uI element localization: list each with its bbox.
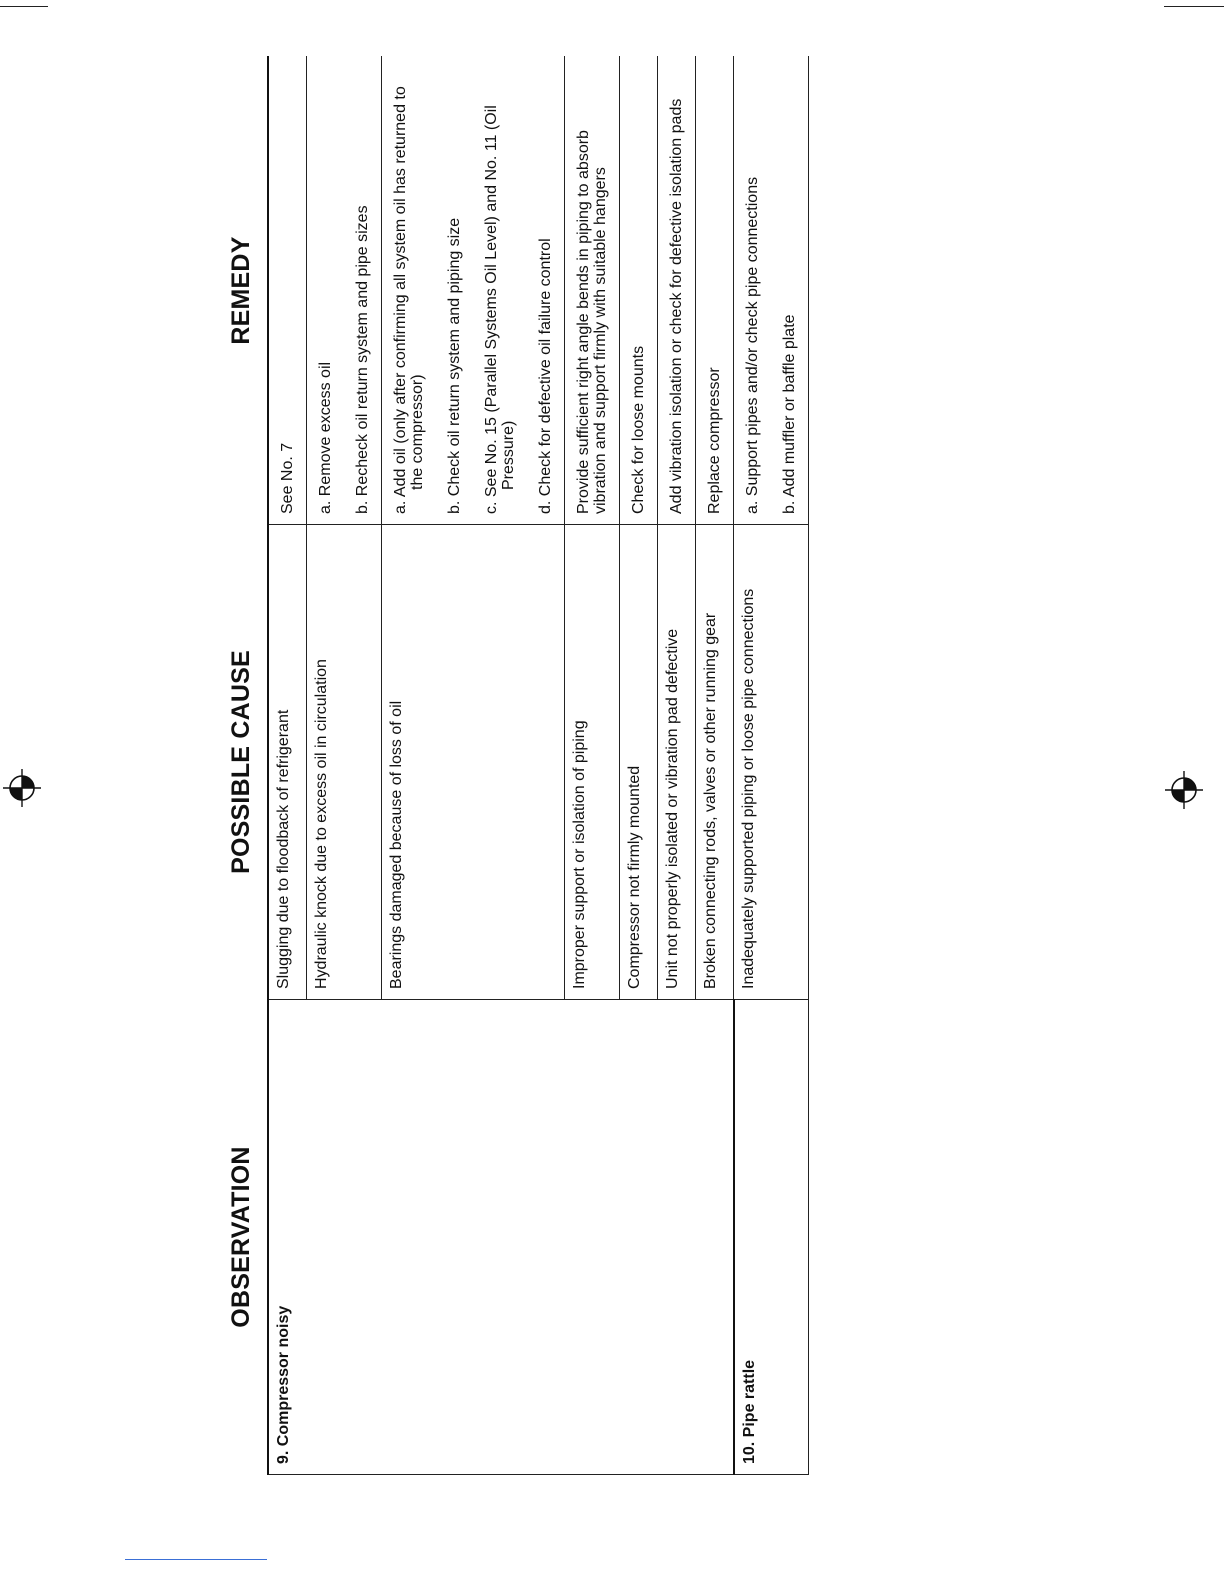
table-header-row	[215, 57, 268, 1475]
crop-mark-top-left	[0, 6, 48, 7]
header-remedy: REMEDY	[215, 57, 268, 525]
remedy-item: a. Add oil (only after confirming all system oil has returned to the compressor)	[392, 86, 426, 514]
crop-mark-bottom	[125, 1559, 267, 1560]
cause-cell: Broken connecting rods, valves or other running gear	[696, 525, 734, 1000]
remedy-item: Add vibration isolation or check for defective isolation pads	[668, 98, 685, 514]
cause-cell: Compressor not firmly mounted	[620, 525, 658, 1000]
cause-cell: Hydraulic knock due to excess oil in circulation	[307, 525, 382, 1000]
remedy-item: d. Check for defective oil failure control	[537, 238, 554, 514]
remedy-cell	[565, 57, 620, 525]
remedy-item: Check for loose mounts	[630, 345, 647, 514]
cause-cell: Unit not properly isolated or vibration pad defective	[658, 525, 696, 1000]
table-row	[734, 57, 809, 1475]
remedy-cell	[734, 57, 809, 525]
observation-title: 10. Pipe rattle	[734, 1000, 809, 1475]
remedy-cell	[307, 57, 382, 525]
remedy-item: b. Check oil return system and piping size	[446, 217, 463, 514]
remedy-item: a. Remove excess oil	[317, 361, 334, 514]
remedy-item: c. See No. 15 (Parallel Systems Oil Level) and No. 11 (Oil Pressure)	[483, 105, 517, 514]
cause-cell: Bearings damaged because of loss of oil	[382, 525, 565, 1000]
remedy-item: See No. 7	[279, 442, 296, 514]
header-observation: OBSERVATION	[215, 1000, 268, 1475]
observation-title: 9. Compressor noisy	[268, 1000, 734, 1475]
registration-target-icon	[3, 769, 41, 807]
table-row	[268, 57, 307, 1475]
remedy-cell	[696, 57, 734, 525]
crop-mark-top-right	[1164, 6, 1224, 7]
cause-cell: Slugging due to floodback of refrigerant	[268, 525, 307, 1000]
remedy-item: b. Add muffler or baffle plate	[781, 314, 798, 514]
remedy-cell	[658, 57, 696, 525]
cause-cell: Inadequately supported piping or loose pipe connections	[734, 525, 809, 1000]
remedy-item: b. Recheck oil return system and pipe sizes	[354, 205, 371, 514]
remedy-item: Provide sufficient right angle bends in piping to absorb vibration and support firmly with suitable hangers	[575, 130, 609, 514]
registration-target-icon	[1165, 771, 1203, 809]
remedy-cell	[620, 57, 658, 525]
remedy-cell	[382, 57, 565, 525]
rotated-page	[215, 57, 990, 1475]
remedy-cell	[268, 57, 307, 525]
cause-cell: Improper support or isolation of piping	[565, 525, 620, 1000]
troubleshooting-table	[215, 57, 809, 1476]
header-possible-cause: POSSIBLE CAUSE	[215, 525, 268, 1000]
remedy-item: a. Support pipes and/or check pipe connections	[744, 176, 761, 514]
remedy-item: Replace compressor	[706, 367, 723, 514]
